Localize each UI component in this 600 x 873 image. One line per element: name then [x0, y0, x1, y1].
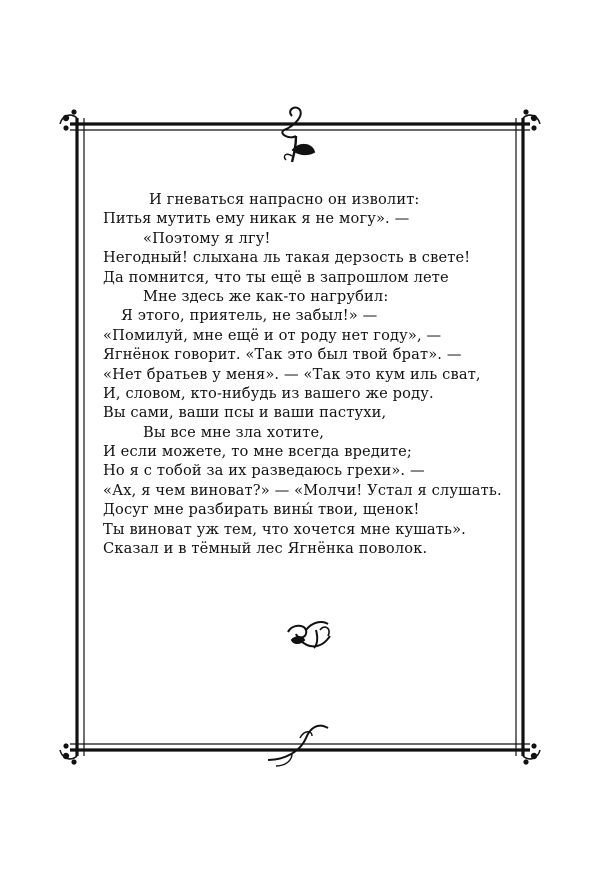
poem-line: Досуг мне разбирать вины́ твои, щенок!	[103, 501, 420, 519]
poem-line: Мне здесь же как-то нагрубил:	[143, 287, 389, 305]
poem-line: Я этого, приятель, не забыл!» —	[121, 307, 378, 325]
poem-line: И если можете, то мне всегда вредите;	[103, 443, 412, 461]
middle-ornament	[288, 622, 330, 648]
poem-line: Да помнится, что ты ещё в запрошлом лете	[103, 268, 449, 286]
poem-line: Вы сами, ваши псы и ваши пастухи,	[103, 404, 387, 422]
poem-line: И гневаться напрасно он изволит:	[149, 191, 420, 208]
corner-ornament-bottom-left	[60, 743, 77, 764]
poem-line: «Ах, я чем виноват?» — «Молчи! Устал я слушать.	[103, 481, 502, 499]
poem-line: «Нет братьев у меня». — «Так это кум иль сват,	[103, 365, 481, 383]
poem-line: «Поэтому я лгу!	[143, 229, 271, 247]
poem-text	[103, 190, 523, 558]
corner-ornament-top-right	[523, 109, 540, 130]
poem-line: И, словом, кто-нибудь из вашего же роду.	[103, 384, 434, 402]
poem-line: Питья мутить ему никак я не могу». —	[103, 210, 410, 228]
poem-line: «Помилуй, мне ещё и от роду нет году», —	[103, 326, 442, 344]
poem-line: Ягнёнок говорит. «Так это был твой брат». —	[103, 346, 462, 364]
poem-line: Сказал и в тёмный лес Ягнёнка поволок.	[103, 540, 428, 558]
corner-ornament-top-left	[60, 109, 77, 130]
poem-line: Негодный! слыхана ль такая дерзость в свете!	[103, 249, 471, 267]
poem-line: Вы все мне зла хотите,	[143, 423, 325, 441]
poem-line: Но я с тобой за их разведаюсь грехи». —	[103, 462, 425, 480]
bottom-flourish-ornament	[268, 726, 328, 766]
corner-ornament-bottom-right	[523, 743, 540, 764]
top-scroll-ornament	[282, 108, 314, 162]
poem-line: Ты виноват уж тем, что хочется мне кушать».	[103, 520, 466, 538]
